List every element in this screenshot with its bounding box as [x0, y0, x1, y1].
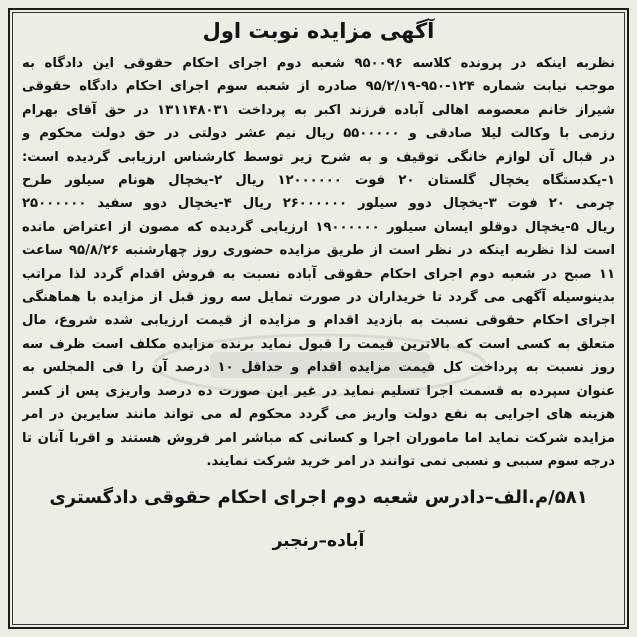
notice-body-line: در قبال آن لوازم خانگی توقیف و به شرح زیر توسط کارشناس ارزیابی گردیده است: — [22, 149, 615, 165]
notice-body-line: است لذا نظربه اینکه در نظر است از طریق مزایده حضوری روز چهارشنبه ۹۵/۸/۲۶ ساعت — [22, 243, 615, 259]
notice-body-line: نظربه اینکه در پرونده کلاسه ۹۵۰۰۹۶ شعبه دوم اجرای احکام حقوقی این دادگاه به — [22, 56, 615, 71]
notice-body-line: درجه سوم سببی و نسبی نمی توانند در امر خرید شرکت نمایند. — [206, 453, 615, 469]
notice-body-line: ریال ۵-یخچال دوقلو ایسان سیلور ۱۹۰۰۰۰۰۰ ارزیابی گردیده که مصون از اعتراض مانده — [22, 219, 615, 235]
notice-body-line: شیراز خانم معصومه اهالی آباده فرزند اکبر به پرداخت ۱۳۱۱۴۸۰۳۱ در حق آقای بهرام — [22, 102, 615, 118]
notice-body-line: روز نسبت به پرداخت کل قیمت مزایده اقدام و حداقل ۱۰ درصد آن را فی المجلس به — [22, 360, 615, 376]
notice-title: آگهی مزایده نوبت اول — [202, 19, 435, 43]
notice-body — [22, 52, 615, 473]
notice-body-line: بدینوسیله آگهی می گردد تا خریداران در صورت تمایل سه روز قبل از مزایده با هماهنگی — [22, 290, 615, 306]
notice-signature: ۵۸۱/م.الف–دادرس شعبه دوم اجرای احکام حقوقی دادگستری — [49, 487, 588, 509]
notice-body-line: هزینه های اجرایی به نفع دولت واریز می گردد محکوم له می تواند مانند سایرین در امر — [22, 407, 615, 423]
notice-body-line: ۱۱ صبح در شعبه دوم اجرای احکام حقوقی آباده نسبت به فروش اقدام گردد لذا مراتب — [22, 266, 615, 282]
notice-body-line: متعلق به کسی است که بالاترین قیمت را قبول نماید برنده مزایده مکلف است ظرف سه — [22, 336, 615, 352]
notice-body-line: عنوان سپرده به قسمت اجرا تسلیم نماید در غیر این صورت ده درصد واریزی پس از کسر — [22, 383, 615, 399]
notice-body-line: موجب نیابت شماره ۱۲۴-۹۵۰-۹۵/۲/۱۹ صادره از شعبه سوم اجرای احکام دادگاه حقوقی — [22, 79, 615, 95]
notice-location: آباده–رنجبر — [272, 531, 365, 552]
notice-body-line: چرمی ۲۰ فوت ۳-یخچال دوو سیلور ۲۶۰۰۰۰۰۰ ریال ۴-یخچال دوو سفید ۲۵۰۰۰۰۰۰ — [22, 196, 615, 212]
notice-content — [22, 16, 615, 555]
notice-body-line: رزمی با وکالت لیلا صادقی و ۵۵۰۰۰۰۰ ریال نیم عشر دولتی در حق دولت محکوم و — [22, 126, 615, 142]
notice-body-line: اجرای احکام حقوقی نسبت به بازدید اقدام و مزایده از قیمت ارزیابی شده شروع، مال — [22, 313, 615, 329]
notice-body-line: ۱-یکدستگاه یخچال گلستان ۲۰ فوت ۱۲۰۰۰۰۰۰ ریال ۲-یخچال هونام سیلور طرح — [22, 173, 615, 189]
notice-body-line: مزایده شرکت نماید اما ماموران اجرا و کسانی که مباشر امر فروش هستند و اقربا آنان تا — [22, 430, 615, 446]
